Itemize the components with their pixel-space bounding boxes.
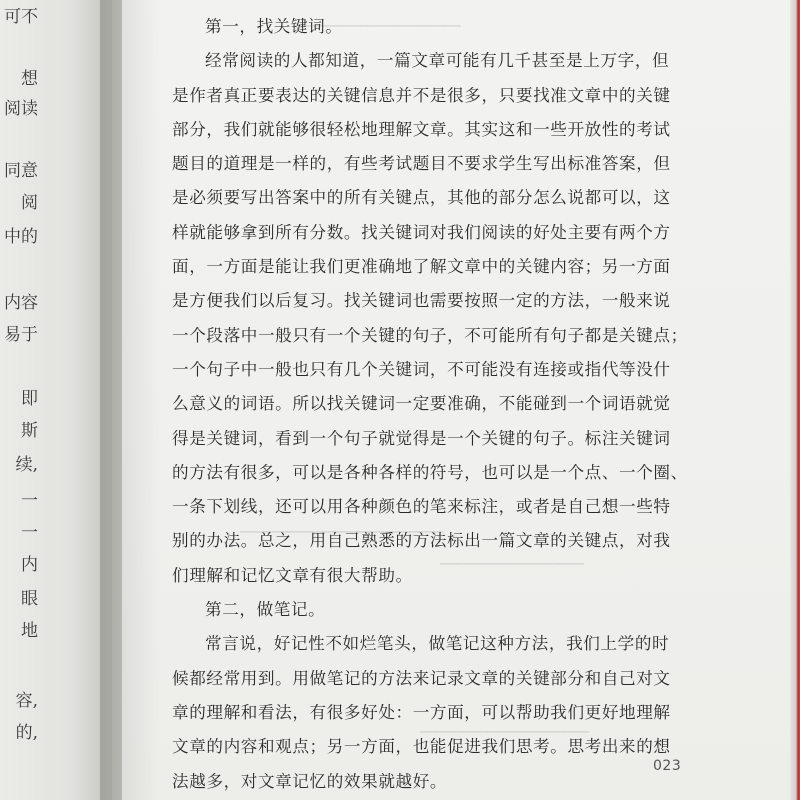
text-line: 章的理解和看法，有很多好处：一方面，可以帮助我们更好地理解	[172, 702, 671, 722]
left-fragment: 想	[21, 69, 38, 89]
text-line: 面，一方面是能让我们更准确地了解文章中的关键内容；另一方面	[172, 257, 671, 277]
text-line: 样就能够拿到所有分数。找关键词对我们阅读的好处主要有两个方	[172, 222, 671, 242]
text-line: 们理解和记忆文章有很大帮助。	[172, 565, 413, 585]
left-fragment: 一	[21, 491, 38, 511]
text-line: 经常阅读的人都知道，一篇文章可能有几千甚至是上万字，但	[205, 51, 670, 71]
text-line: 一条下划线，还可以用各种颜色的笔来标注，或者是自己想一些特	[172, 497, 671, 517]
left-fragment: 阅读	[4, 99, 38, 119]
left-fragment: 易于	[4, 325, 38, 345]
left-fragment: 眼	[21, 589, 38, 609]
left-fragment: 内容	[4, 293, 38, 313]
text-line: 得是关键词，看到一个句子就觉得是一个关键的句子。标注关键词	[172, 428, 671, 448]
text-line: 么意义的词语。所以找关键词一定要准确，不能碰到一个词语就觉	[172, 394, 671, 414]
text-line: 是方便我们以后复习。找关键词也需要按照一定的方法，一般来说	[172, 291, 671, 311]
text-line: 是必须要写出答案中的所有关键点，其他的部分怎么说都可以，这	[172, 188, 671, 208]
left-fragment: 中的	[4, 227, 38, 247]
left-fragment: 地	[21, 621, 38, 641]
left-fragment: 续,	[15, 455, 38, 475]
text-line: 的方法有很多，可以是各种各样的符号，也可以是一个点、一个圈、	[172, 462, 688, 482]
section-heading: 第一，找关键词。	[205, 17, 343, 36]
text-line: 候都经常用到。用做笔记的方法来记录文章的关键部分和自己对文	[172, 668, 671, 688]
left-fragment: 内	[21, 555, 38, 575]
left-fragment: 容,	[15, 691, 38, 711]
text-line: 别的办法。总之，用自己熟悉的方法标出一篇文章的关键点，对我	[172, 531, 671, 551]
page-number: 023	[653, 758, 682, 774]
left-fragment: 斯	[21, 421, 38, 441]
text-line: 是作者真正要表达的关键信息并不是很多，只要找准文章中的关键	[172, 85, 671, 105]
text-line: 题目的道理是一样的，有些考试题目不要求学生写出标准答案，但	[172, 154, 671, 174]
text-line: 一个句子中一般也只有几个关键词，不可能没有连接或指代等没什	[172, 359, 671, 379]
left-page	[0, 0, 112, 800]
left-page-text-fragments	[0, 0, 38, 800]
left-fragment: 即	[21, 389, 38, 409]
body-text	[172, 10, 692, 799]
text-line: 法越多，对文章记忆的效果就越好。	[172, 771, 448, 791]
left-fragment: 同意	[4, 161, 38, 181]
left-fragment: 的,	[15, 723, 38, 743]
page-edge	[790, 0, 800, 800]
section-heading: 第二，做笔记。	[205, 600, 326, 620]
left-fragment: 阅	[21, 193, 38, 213]
left-fragment: 一	[21, 523, 38, 543]
text-line: 部分，我们就能够很轻松地理解文章。其实这和一些开放性的考试	[172, 119, 671, 139]
text-line: 常言说，好记性不如烂笔头，做笔记这种方法，我们上学的时	[205, 634, 670, 654]
left-fragment: 可不	[4, 7, 38, 27]
text-line: 文章的内容和观点；另一方面，也能促进我们思考。思考出来的想	[172, 737, 671, 757]
text-line: 一个段落中一般只有一个关键的句子，不可能所有句子都是关键点；	[172, 325, 688, 345]
